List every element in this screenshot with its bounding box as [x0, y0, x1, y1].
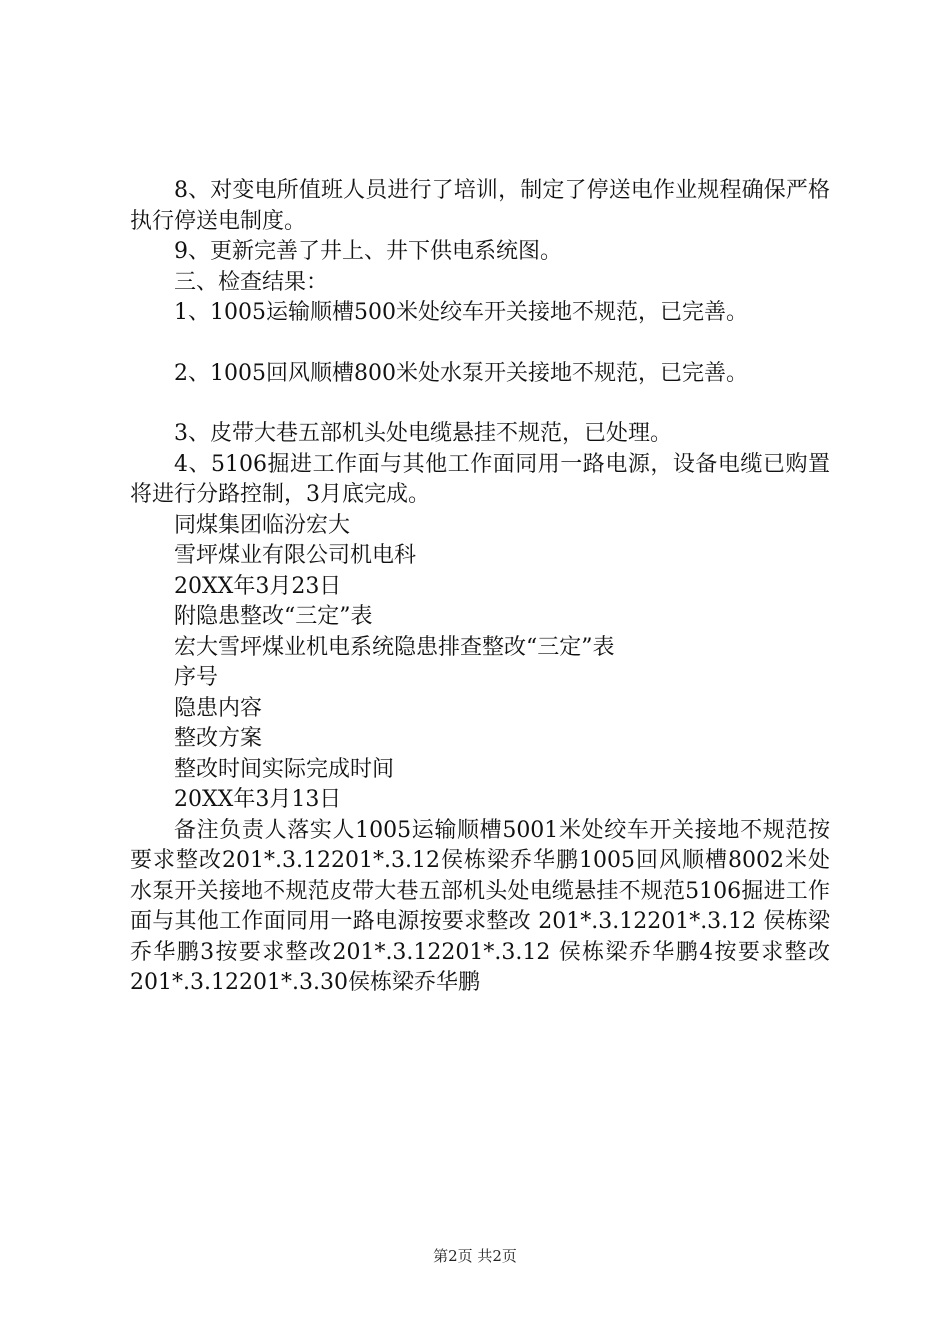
table-header-hazard: 隐患内容	[174, 695, 263, 721]
table-body-text: 备注负责人落实人1005运输顺槽5001米处绞车开关接地不规范按要求整改201*.3.12201*.3.12侯栋梁乔华鹏1005回风顺槽8002米处水泵开关接地不规范皮带大巷五部机头处电缆悬挂不规范5106掘进工作面与其他工作面同用一路电源按要求整改 201*.3.12201*.3.12 侯栋梁乔华鹏3按要求整改201*.3.12201*.3.12 侯栋梁乔华鹏4按要求整改201*.3.12201*.3.30侯栋梁乔华鹏	[130, 817, 830, 995]
signature-company: 同煤集团临汾宏大	[174, 512, 351, 538]
page-footer	[0, 1246, 950, 1266]
result-item-4: 4、5106掘进工作面与其他工作面同用一路电源，设备电缆已购置将进行分路控制，3月底完成。	[130, 451, 830, 507]
result-item-3: 3、皮带大巷五部机头处电缆悬挂不规范，已处理。	[174, 421, 672, 446]
table-header-time: 整改时间实际完成时间	[174, 756, 395, 782]
section-heading-results: 三、检查结果：	[174, 269, 329, 295]
signature-date: 20XX年3月23日	[174, 573, 342, 599]
signature-department: 雪坪煤业有限公司机电科	[174, 543, 417, 568]
document-body	[130, 176, 830, 999]
result-item-2: 2、1005回风顺槽800米处水泵开关接地不规范，已完善。	[174, 360, 748, 386]
result-item-1: 1、1005运输顺槽500米处绞车开关接地不规范，已完善。	[174, 300, 748, 325]
table-date: 20XX年3月13日	[174, 787, 342, 812]
page-number-label: 第2页 共2页	[433, 1247, 517, 1265]
attachment-title: 附隐患整改“三定”表	[174, 604, 373, 629]
table-title: 宏大雪坪煤业机电系统隐患排查整改“三定”表	[174, 634, 615, 660]
table-header-plan: 整改方案	[174, 726, 263, 751]
paragraph-item-9: 9、更新完善了井上、井下供电系统图。	[174, 239, 562, 264]
paragraph-item-8: 8、对变电所值班人员进行了培训，制定了停送电作业规程确保严格执行停送电制度。	[130, 178, 830, 234]
table-header-index: 序号	[174, 665, 219, 690]
